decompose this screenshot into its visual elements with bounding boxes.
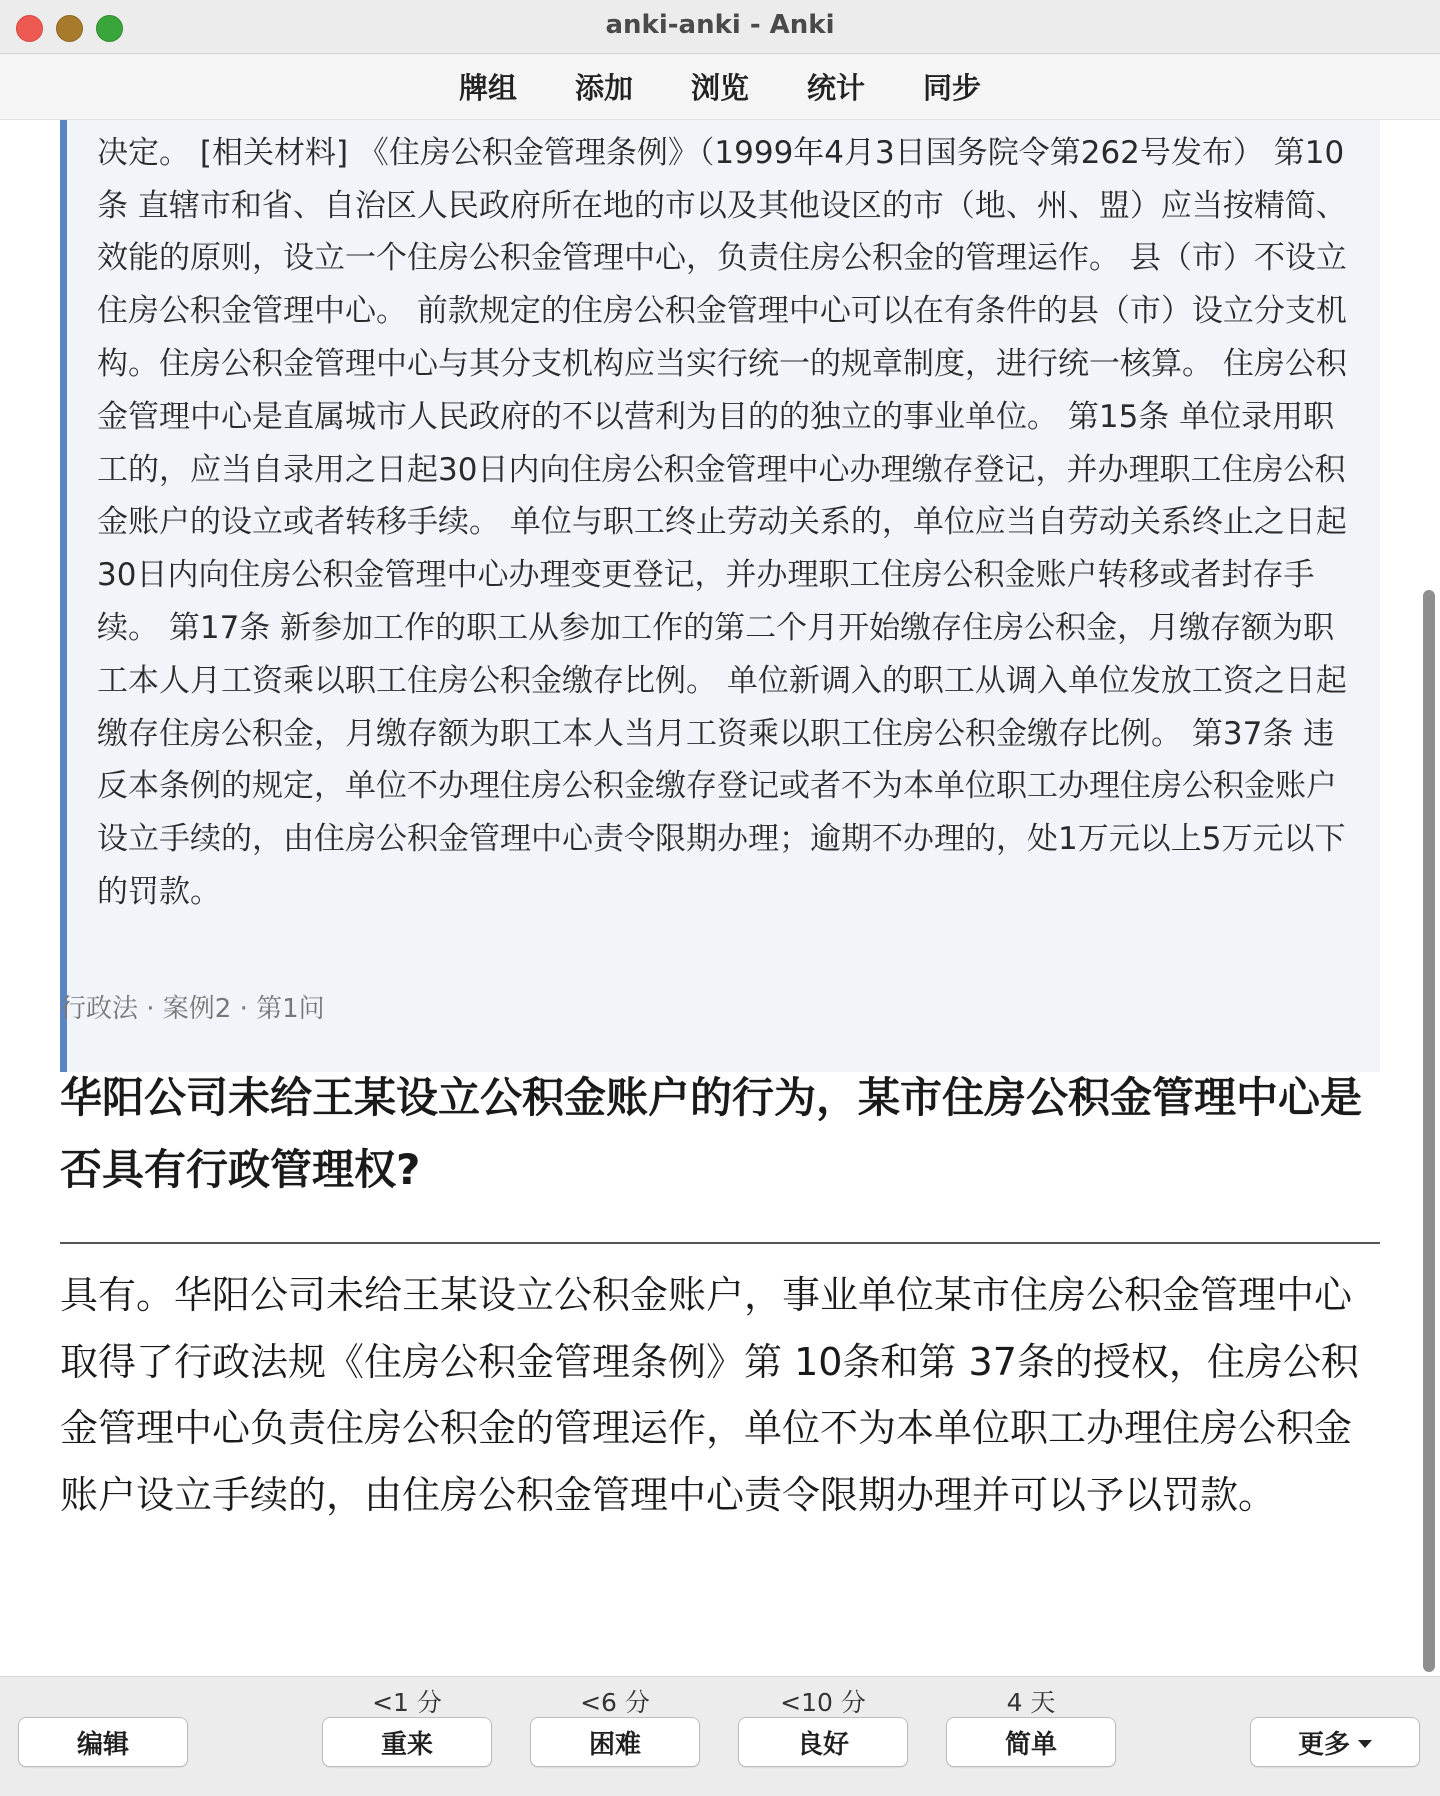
hard-interval: <6 分 (580, 1688, 650, 1717)
chevron-down-icon (1358, 1740, 1372, 1748)
good-button-label: 良好 (796, 1729, 849, 1760)
context-text: 决定。 [相关材料] 《住房公积金管理条例》（1999年4月3日国务院令第262号发布） 第10条 直辖市和省、自治区人民政府所在地的市以及其他设区的市（地、州、盟）应当按精简、效能的原则，设立一个住房公积金管理中心，负责住房公积金的管理运作。 县（市）不设立住房公积金管理中心。 前款规定的住房公积金管理中心可以在有条件的县（市）设立分支机构。住房公积金管理中心与其分支机构应当实行统一的规章制度，进行统一核算。 住房公积金管理中心是直属城市人民政府的不以营利为目的的独立的事业单位。 第15条 单位录用职工的，应当自录用之日起30日内向住房公积金管理中心办理缴存登记，并办理职工住房公积金账户的设立或者转移手续。 单位与职工终止劳动关系的，单位应当自劳动关系终止之日起30日内向住房公积金管理中心办理变更登记，并办理职工住房公积金账户转移或者封存手续。 第17条 新参加工作的职工从参加工作的第二个月开始缴存住房公积金，月缴存额为职工本人月工资乘以职工住房公积金缴存比例。 单位新调入的职工从调入单位发放工资之日起缴存住房公积金，月缴存额为职工本人当月工资乘以职工住房公积金缴存比例。 第37条 违反本条例的规定，单位不办理住房公积金缴存登记或者不为本单位职工办理住房公积金账户设立手续的，由住房公积金管理中心责令限期办理；逾期不办理的，处1万元以上5万元以下的罚款。 (97, 134, 1347, 910)
good-interval: <10 分 (780, 1688, 866, 1717)
hard-button[interactable] (530, 1717, 700, 1767)
easy-button-label: 简单 (1004, 1729, 1057, 1760)
edit-button[interactable] (18, 1717, 188, 1767)
toolbar-stats-button[interactable]: 统计 (807, 71, 866, 105)
easy-button[interactable] (946, 1717, 1116, 1767)
again-interval: <1 分 (372, 1688, 442, 1717)
toolbar-decks-button[interactable]: 牌组 (458, 71, 517, 105)
review-bottom-bar (0, 1676, 1440, 1796)
more-button[interactable] (1250, 1717, 1420, 1767)
easy-interval: 4 天 (1006, 1688, 1056, 1717)
answer-divider (60, 1242, 1380, 1244)
card-meta-breadcrumb: 行政法 · 案例2 · 第1问 (60, 994, 325, 1024)
toolbar-sync-button[interactable]: 同步 (923, 71, 982, 105)
again-button-label: 重来 (380, 1729, 433, 1760)
hard-button-label: 困难 (588, 1729, 641, 1760)
toolbar-add-button[interactable]: 添加 (574, 71, 633, 105)
card-content-area[interactable] (0, 120, 1440, 1676)
again-button[interactable] (322, 1717, 492, 1767)
title-bar (0, 0, 1440, 54)
good-button[interactable] (738, 1717, 908, 1767)
card-question: 华阳公司未给王某设立公积金账户的行为，某市住房公积金管理中心是否具有行政管理权? (60, 1073, 1363, 1194)
main-toolbar (0, 54, 1440, 120)
more-button-label: 更多 (1297, 1729, 1350, 1760)
scrollbar-thumb[interactable] (1423, 590, 1435, 1672)
card-answer: 具有。华阳公司未给王某设立公积金账户，事业单位某市住房公积金管理中心取得了行政法规《住房公积金管理条例》第 10条和第 37条的授权，住房公积金管理中心负责住房公积金的管理运作，单位不为本单位职工办理住房公积金账户设立手续的，由住房公积金管理中心责令限期办理并可以予以罚款。 (60, 1273, 1359, 1517)
toolbar-browse-button[interactable]: 浏览 (690, 71, 749, 105)
edit-button-label: 编辑 (76, 1729, 129, 1760)
context-blockquote (60, 120, 1380, 1072)
window-title: anki-anki - Anki (605, 10, 835, 40)
